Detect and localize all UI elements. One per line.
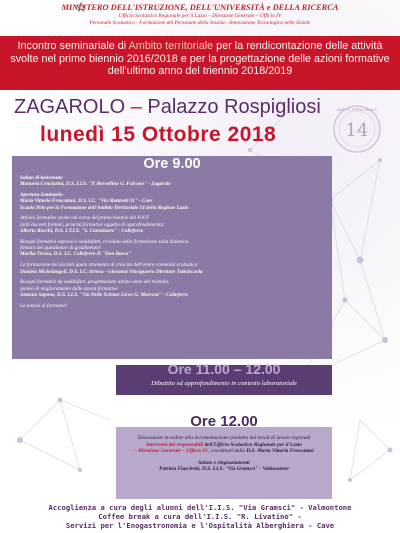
discussion-text: Discussione in ordine alla documentazione prodotta dai tavoli di lavoro regionali xyxy=(137,435,311,441)
session-3-closing xyxy=(120,460,328,473)
badge-label: AMBITO TERRITORIALE xyxy=(336,108,378,112)
noon-session-block xyxy=(116,413,332,499)
event-date: lunedì 15 Ottobre 2018 xyxy=(40,123,277,146)
sub-office-name: Personale Scolastico - Formazione del Personale della Scuola - Innovazione Tecnologica nelle Scuole xyxy=(89,20,311,26)
office-reference: dell'Ufficio Scolastico Regionale per il Lazio xyxy=(203,441,302,448)
item-title: Bisogni formativi da soddisfare, progettazione ultimo anno del triennio, xyxy=(20,279,170,286)
ministry-name: MINISTERO DELL'ISTRUZIONE, DELL'UNIVERSITÀ e DELLA RICERCA xyxy=(61,3,339,12)
closing-speaker: Patrizia Fiaschetti, D.S. I.I.S. "Via Gramsci" - Valmontone xyxy=(159,466,289,472)
program-item xyxy=(20,262,330,275)
item-title: Bisogni formativi espressi e soddisfatti, ricaduta della formazione sulla didattica xyxy=(20,238,189,245)
direction-reference: – Direzione Generale – Ufficio IV xyxy=(134,448,209,454)
event-location xyxy=(14,96,321,119)
item-title: Saluto di benvenuto xyxy=(20,175,63,181)
coordinator-name: D.S. Maria Vittoria Frascatani xyxy=(246,448,314,454)
item-speaker: Antonio Sapone, D.S. I.I.S. "Via Delle Scienze Liceo G. Marconi" - Colleferro xyxy=(20,291,189,298)
banner-text-2: per la rendicontazione delle attività svolte nel primo biennio 2016/2018 e per la progettazione delle azioni formative dell'ultimo anno del triennio 2018/2019 xyxy=(10,40,390,78)
event-description xyxy=(0,36,400,78)
footer-coffee-break: Coffee break a cura dell'I.I.S. "R. Livatino" - xyxy=(98,512,302,522)
badge-number: 14 xyxy=(345,120,369,141)
session-1-time: Ore 9.00 xyxy=(143,156,201,172)
footer-reception: Accoglienza a cura degli alunni dell'I.I.S. "Via Gramsci" - Valmontone xyxy=(48,503,352,512)
footer-credits xyxy=(0,503,400,531)
item-speaker: Daniela Michelangeli, D.S. I.C. Artena - Giovanni Vinciguerra Direttore TuttoScuola xyxy=(20,268,203,275)
coordination-text: , coordinati dalla xyxy=(208,448,247,454)
location-venue: Palazzo Rospigliosi xyxy=(147,96,321,118)
event-banner xyxy=(0,36,400,90)
session-3-discussion xyxy=(120,435,328,455)
session-3-time: Ore 12.00 xyxy=(190,413,258,430)
ministry-header xyxy=(0,3,400,27)
office-name: Ufficio Scolastico Regionale per il Lazio – Direzione Generale – Ufficio IV xyxy=(118,13,282,19)
interventions-label: Interventi dei responsabili xyxy=(146,441,204,448)
location-city: ZAGAROLO xyxy=(14,96,126,118)
program-item xyxy=(20,175,330,188)
item-title: Apertura Seminario xyxy=(20,192,63,199)
late-morning-session-block xyxy=(116,361,332,395)
program-item xyxy=(20,239,330,258)
item-speaker: Maria Vittoria Frascatani, D.S. I.C. "Via Matteotti 11" - Cave xyxy=(20,198,153,205)
session-2-text: Dibattito ed approfondimento in contesto laboratoriale xyxy=(151,380,297,387)
banner-text-1: Incontro seminariale di xyxy=(17,40,129,52)
item-subtitle: ipotesi di miglioramento delle azioni formative xyxy=(20,285,118,292)
session-1-program xyxy=(20,175,330,314)
banner-highlight: Ambito territoriale xyxy=(128,40,214,52)
location-dash: – xyxy=(125,96,148,118)
footer-services: Servizi per l'Enogastronomia e l'Ospitalità Alberghiera - Cave xyxy=(65,521,335,531)
morning-session-block xyxy=(12,156,332,359)
session-2-time: Ore 11.00 – 12.00 xyxy=(167,361,281,377)
ambito-badge xyxy=(330,102,384,156)
item-title: La formazione dei docenti quale strumento di crescita dell'intera comunità scolastica xyxy=(20,262,198,269)
item-speaker-role: Scuola Polo per la Formazione dell'Ambito Territoriale 14 della Regione Lazio xyxy=(20,204,189,211)
program-item xyxy=(20,279,330,298)
program-item xyxy=(20,192,330,211)
program-item xyxy=(20,303,330,309)
item-title: Attività formative svolte nel corso del primo biennio del P.N.F xyxy=(20,215,150,222)
item-speaker: Marika Trezza, D.S. I.C. Colleferro II "Don Bosco" xyxy=(20,251,132,258)
closing-title: Saluto e ringraziamenti xyxy=(198,459,250,466)
program-item xyxy=(20,215,330,234)
item-subtitle: (lettura dei questionari di gradimento) xyxy=(20,245,101,252)
item-speaker: Manuela Cenciarini, D.S. I.I.S. "P. Borsellino G. Falcone" - Zagarolo xyxy=(20,181,171,188)
session-3-text xyxy=(120,435,328,476)
item-speaker: Alberto Rocchi, D.S. I.T.I.S. "S. Cannizzaro" - Colleferro xyxy=(20,228,144,235)
item-title: La parola ai formatori xyxy=(20,302,67,309)
item-subtitle: (dati docenti formati, priorità formative oggetto di approfondimento) xyxy=(20,221,164,228)
